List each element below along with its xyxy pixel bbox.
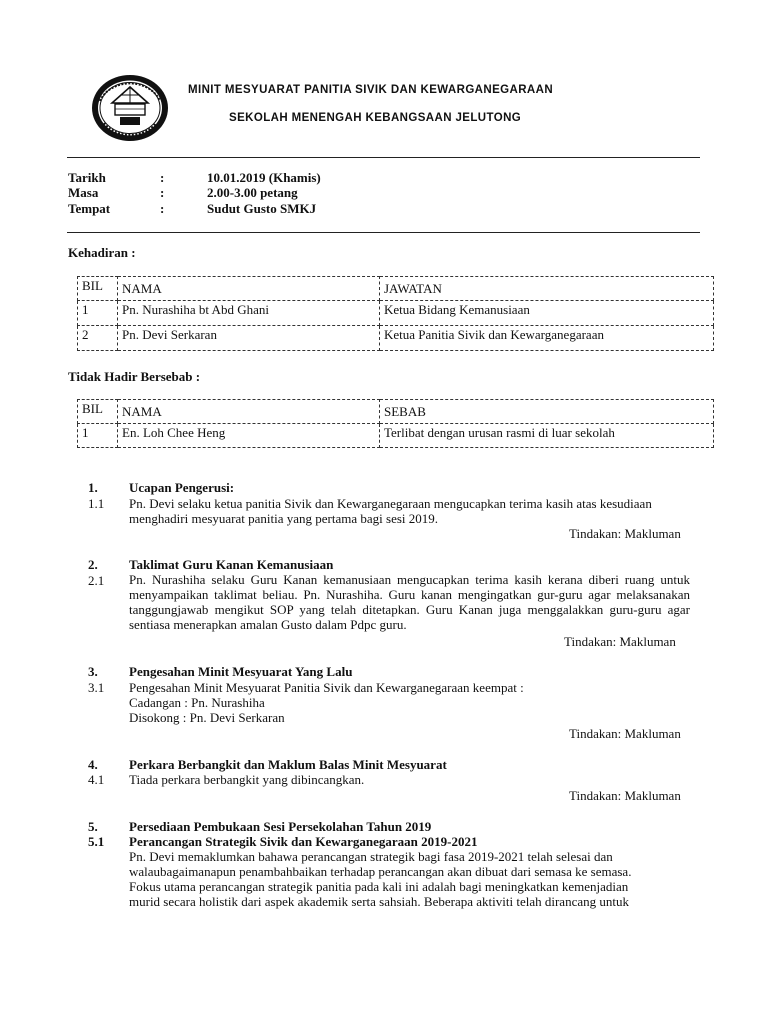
section-body-line: Fokus utama perancangan strategik panitia pada kali ini adalah bagi meningkatkan kemenjadian [129,879,629,894]
table-cell: 2 [78,326,118,351]
section-number: 2. [88,557,98,572]
subsection-title: Perancangan Strategik Sivik dan Kewarganegaraan 2019-2021 [129,834,478,849]
table-header: JAWATAN [380,277,714,301]
attendance-table [77,276,714,351]
subsection-number: 4.1 [88,772,105,787]
table-header: SEBAB [380,400,714,424]
table-cell: 1 [78,424,118,448]
section-body-line: Disokong : Pn. Devi Serkaran [129,710,285,725]
action-note: Tindakan: Makluman [569,526,681,541]
meta-value: Sudut Gusto SMKJ [207,201,317,216]
section-title: Ucapan Pengerusi: [129,480,235,495]
meta-sep: : [160,185,165,200]
divider-top [67,157,700,158]
section-title: Perkara Berbangkit dan Maklum Balas Minit Mesyuarat [129,757,447,772]
table-cell: Ketua Panitia Sivik dan Kewarganegaraan [380,326,714,351]
section-title: Persediaan Pembukaan Sesi Persekolahan Tahun 2019 [129,819,432,834]
table-cell: Pn. Devi Serkaran [118,326,380,351]
meta-label: Tempat [68,201,111,216]
section-body-line: Cadangan : Pn. Nurashiha [129,695,265,710]
section-number: 3. [88,664,98,679]
school-crest-icon [90,73,170,143]
absent-heading: Tidak Hadir Bersebab : [68,369,201,384]
table-header: BIL [78,277,118,301]
meta-label: Tarikh [68,170,106,185]
table-row [78,326,714,351]
table-cell: En. Loh Chee Heng [118,424,380,448]
table-cell: Pn. Nurashiha bt Abd Ghani [118,301,380,326]
attendance-heading: Kehadiran : [68,245,136,260]
table-cell: Ketua Bidang Kemanusiaan [380,301,714,326]
section-body-line: walaubagaimanapun penambahbaikan terhadap perancangan akan dibuat dari semasa ke semasa. [129,864,632,879]
table-header-row [78,400,714,424]
table-cell: Terlibat dengan urusan rasmi di luar sekolah [380,424,714,448]
meta-sep: : [160,170,165,185]
table-cell: 1 [78,301,118,326]
table-row [78,424,714,448]
table-header: BIL [78,400,118,424]
subsection-number: 1.1 [88,496,105,511]
section-body-line: Pn. Devi memaklumkan bahawa perancangan strategik bagi fasa 2019-2021 telah selesai dan [129,849,613,864]
action-note: Tindakan: Makluman [569,788,681,803]
table-header: NAMA [118,400,380,424]
section-title: Pengesahan Minit Mesyuarat Yang Lalu [129,664,353,679]
table-header: NAMA [118,277,380,301]
section-number: 5. [88,819,98,834]
action-note: Tindakan: Makluman [564,634,676,649]
subsection-number: 2.1 [88,573,105,588]
school-logo [90,73,170,143]
section-title: Taklimat Guru Kanan Kemanusiaan [129,557,334,572]
section-body-line: Pn. Devi selaku ketua panitia Sivik dan Kewarganegaraan mengucapkan terima kasih atas kesudiaan [129,496,652,511]
section-body-line: Tiada perkara berbangkit yang dibincangkan. [129,772,365,787]
school-name: SEKOLAH MENENGAH KEBANGSAAN JELUTONG [229,112,522,124]
section-number: 1. [88,480,98,495]
table-row [78,301,714,326]
document-title: MINIT MESYUARAT PANITIA SIVIK DAN KEWARGANEGARAAN [188,84,554,96]
meta-value: 2.00-3.00 petang [207,185,298,200]
section-body: Pn. Nurashiha selaku Guru Kanan kemanusiaan mengucapkan terima kasih kerana diberi ruang untuk menyampaikan taklimat beliau. Pn. Nurashiha. Guru kanan mengingatkan gur-guru agar melaksanakan tanggungjawab mengikut SOP yang telah ditetapkan. Guru Kanan juga menggalakkan guru-guru agar sentiasa menerapkan amalan Gusto dalam Pdpc guru. [129,572,690,632]
meta-label: Masa [68,185,99,200]
section-body-line: menghadiri mesyuarat panitia yang pertama bagi sesi 2019. [129,511,439,526]
section-body-line: murid secara holistik dari aspek akademik serta sahsiah. Beberapa aktiviti telah dirancang untuk [129,894,629,909]
meta-sep: : [160,201,165,216]
section-body-line: Pengesahan Minit Mesyuarat Panitia Sivik dan Kewarganegaraan keempat : [129,680,524,695]
absent-table [77,399,714,448]
action-note: Tindakan: Makluman [569,726,681,741]
table-header-row [78,277,714,301]
meta-value: 10.01.2019 (Khamis) [207,170,321,185]
subsection-number: 5.1 [88,834,105,849]
section-number: 4. [88,757,98,772]
subsection-number: 3.1 [88,680,105,695]
divider-bottom [67,232,700,233]
